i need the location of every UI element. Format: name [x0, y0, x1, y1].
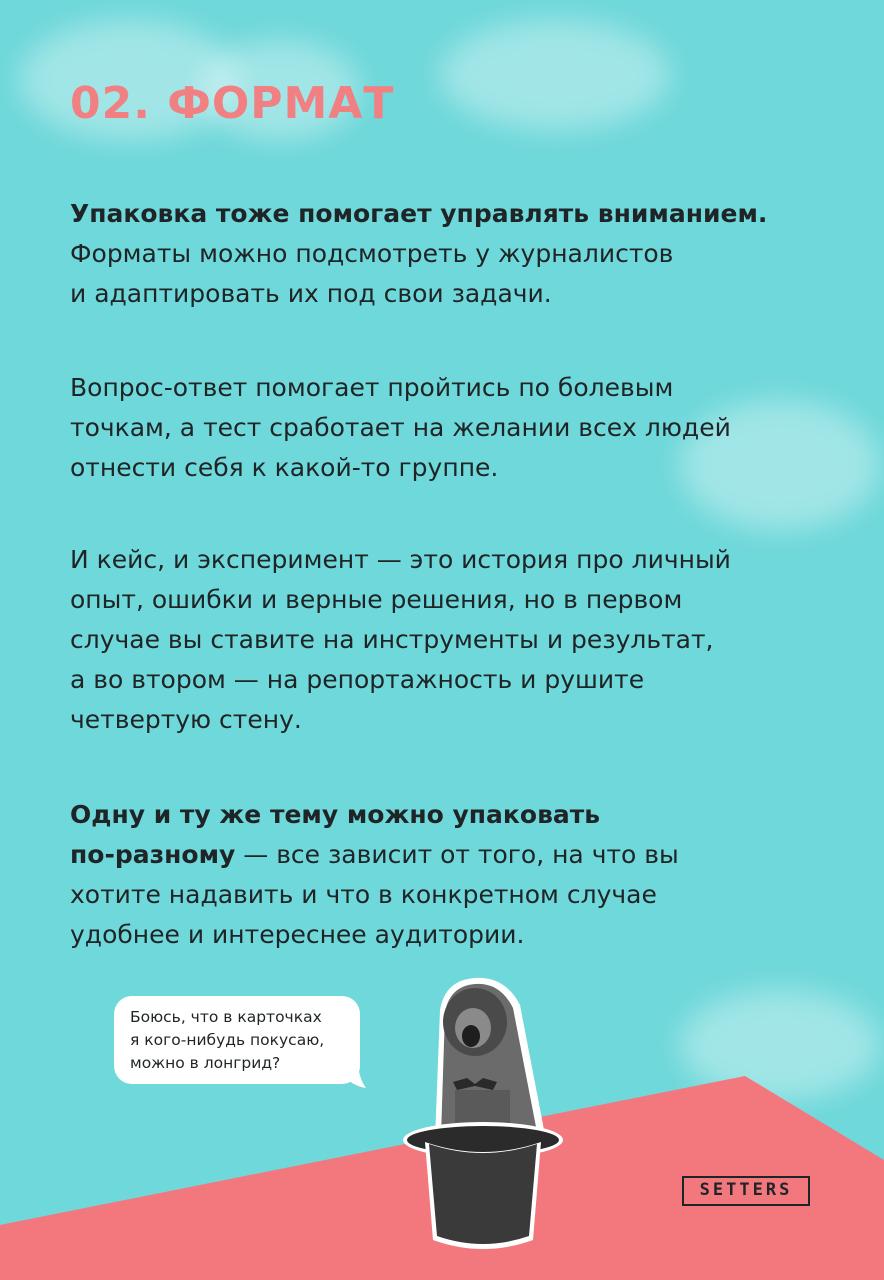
text-line: И кейс, и эксперимент — это история про личный — [70, 545, 731, 574]
paragraph-intro-bold: Упаковка тоже помогает управлять вниманием. — [70, 199, 768, 228]
bubble-line: Боюсь, что в карточках — [130, 1008, 322, 1026]
text-line: точкам, а тест сработает на желании всех людей — [70, 413, 731, 442]
text-line: а во втором — на репортажность и рушите — [70, 665, 645, 694]
paragraph-conclusion-bold: по-разному — [70, 840, 236, 869]
paragraph-qa — [70, 368, 820, 488]
bubble-line: можно в лонгрид? — [130, 1054, 281, 1072]
text-line: Форматы можно подсмотреть у журналистов — [70, 239, 674, 268]
speech-bubble — [114, 996, 360, 1084]
page-title: 02. ФОРМАТ — [70, 78, 395, 129]
text-line: и адаптировать их под свои задачи. — [70, 279, 552, 308]
text-line: Вопрос-ответ помогает пройтись по болевым — [70, 373, 674, 402]
setters-logo: SETTERS — [682, 1176, 810, 1206]
paragraph-conclusion-bold: Одну и ту же тему можно упаковать — [70, 800, 601, 829]
text-line: опыт, ошибки и верные решения, но в первом — [70, 585, 683, 614]
paragraph-conclusion — [70, 795, 820, 955]
text-line: хотите надавить и что в конкретном случае — [70, 880, 657, 909]
bubble-line: я кого-нибудь покусаю, — [130, 1031, 325, 1049]
text-line: — все зависит от того, на что вы — [235, 840, 679, 869]
text-line: случае вы ставите на инструменты и результат, — [70, 625, 714, 654]
text-line: четвертую стену. — [70, 705, 302, 734]
paragraph-intro — [70, 194, 820, 314]
text-line: отнести себя к какой-то группе. — [70, 453, 499, 482]
lion-in-top-hat-icon — [395, 970, 570, 1260]
text-line: удобнее и интереснее аудитории. — [70, 920, 525, 949]
speech-bubble-tail — [342, 1066, 366, 1090]
paragraph-case — [70, 540, 820, 740]
